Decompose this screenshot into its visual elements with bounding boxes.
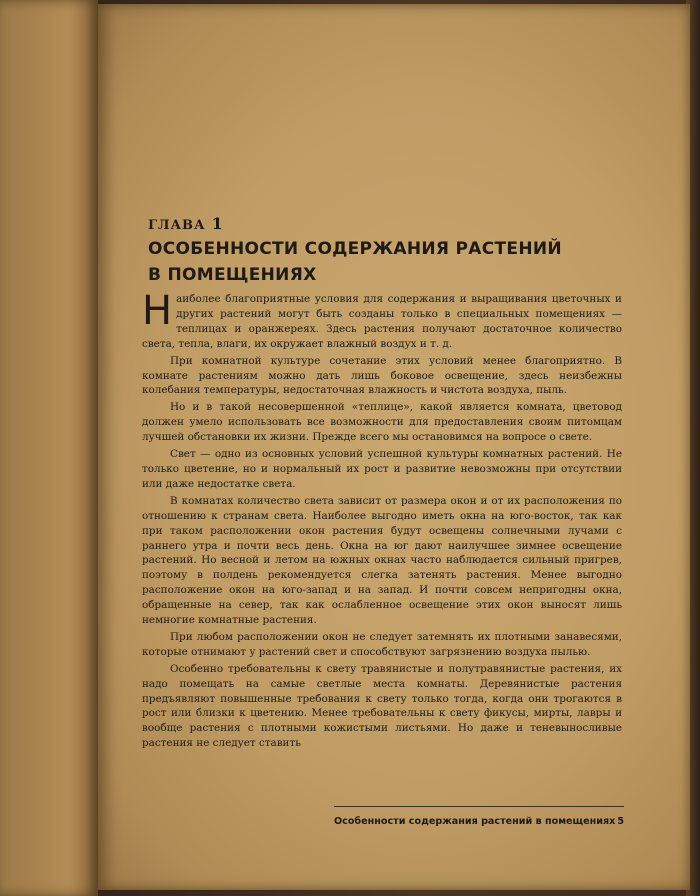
book-page xyxy=(98,4,690,890)
paragraph-1-text: аиболее благоприятные условия для содержания и выращивания цветочных и других растений могут быть созданы только в специальных помещениях — теплицах и оранжереях. Здесь растения получают достаточное количество света, тепла, влаги, их окружает влажный воздух и т. д. xyxy=(142,293,622,350)
footer-rule xyxy=(334,806,624,807)
paragraph-7: Особенно требовательны к свету травянистые и полутравянистые растения, их надо помещать на самые светлые места комнаты. Деревянистые растения предъявляют повышенные требования к свету только тогда, когда они трогаются в рост или близки к цветению. Менее требовательны к свету фикусы, мирты, лавры и вообще растения с плотными кожистыми листьями. Но даже и теневыносливые растения не следует ставить xyxy=(142,662,622,750)
paragraph-4: Свет — одно из основных условий успешной культуры комнатных растений. Не только цветение, но и нормальный их рост и развитие невозможны при отсутствии или даже недостатке света. xyxy=(142,448,622,490)
body-text xyxy=(142,288,622,753)
chapter-title-line-2: В ПОМЕЩЕНИЯХ xyxy=(148,265,317,285)
paragraph-6: При любом расположении окон не следует затемнять их плотными занавесями, которые отнимают у растений свет и способствуют загрязнению воздуха пылью. xyxy=(142,630,622,658)
chapter-number: 1 xyxy=(211,214,224,233)
page-number: 5 xyxy=(617,816,624,827)
left-page-edge xyxy=(0,0,98,896)
chapter-label-text: ГЛАВА xyxy=(148,218,206,233)
chapter-label xyxy=(148,214,224,233)
running-title: Особенности содержания растений в помещениях xyxy=(334,816,616,827)
paragraph-3: Но и в такой несовершенной «теплице», какой является комната, цветовод должен умело использовать все возможности для предоставления своим питомцам лучшей обстановки их жизни. Прежде всего мы остановимся на вопросе о свете. xyxy=(142,401,622,444)
paragraph-1 xyxy=(142,288,622,352)
running-footer xyxy=(334,816,624,827)
drop-cap: Н xyxy=(142,288,173,334)
chapter-title-line-1: ОСОБЕННОСТИ СОДЕРЖАНИЯ РАСТЕНИЙ xyxy=(148,239,562,259)
paragraph-2: При комнатной культуре сочетание этих условий менее благоприятно. В комнате растениям можно дать лишь боковое освещение, здесь неизбежны колебания температуры, недостаточная влажность и чистота воздуха, пыль. xyxy=(142,354,622,397)
paragraph-5: В комнатах количество света зависит от размера окон и от их расположения по отношению к странам света. Наиболее выгодно иметь окна на юго-восток, так как при таком расположении окон растения будут освещены солнечными лучами с раннего утра и почти весь день. Окна на юг дают наилучшее зимнее освещение растений. Но весной и летом на южных окнах часто наблюдается сильный пригрев, поэтому в полдень рекомендуется слегка затенять растения. Менее выгодно расположение окон на юго-запад и на запад. И почти совсем непригодны окна, обращенные на север, так как ослабленное освещение этих окон выносят лишь немногие комнатные растения. xyxy=(142,494,622,627)
chapter-title xyxy=(148,236,668,288)
